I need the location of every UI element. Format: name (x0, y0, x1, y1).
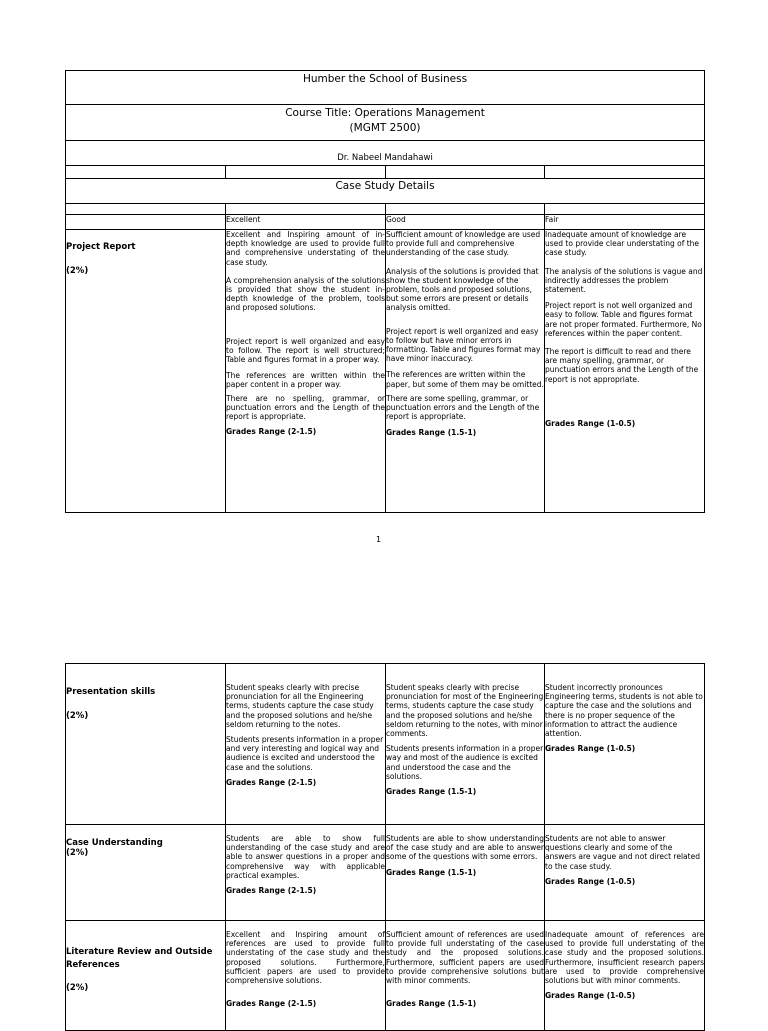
criterion-weight: (2%) (66, 266, 89, 276)
spacer-cell (545, 166, 705, 179)
fair-cell (545, 664, 705, 825)
spacer-cell (386, 166, 545, 179)
spacer-cell (226, 166, 386, 179)
rubric-row-presentation-skills (66, 664, 705, 825)
criterion-cell (66, 664, 226, 825)
fair-grade: Grades Range (1-0.5) (545, 991, 636, 1001)
fair-text: Students are not able to answer questions clearly and some of the answers are vague and not direct related to the case study. (545, 834, 700, 871)
good-text: Sufficient amount of references are used to provide full understating of the case study and the proposed solutions. Furthermore, sufficient papers are used to provide comprehensive solutions but with minor comments. (386, 930, 544, 986)
fair-text: Student incorrectly pronounces Engineering terms, students is not able to capture the case and the solutions and there is no proper sequence of the information to attract the audience attention. (545, 683, 703, 739)
spacer-cell (545, 204, 705, 215)
excellent-text: Students presents information in a proper and very interesting and logical way and audience is excited and understood the case and the solutions. (226, 735, 384, 772)
spacer-cell (386, 204, 545, 215)
fair-cell (545, 825, 705, 921)
good-cell (386, 825, 545, 921)
excellent-text: The references are written within the paper content in a proper way. (226, 371, 385, 390)
column-header-good: Good (386, 215, 545, 230)
excellent-grade: Grades Range (2-1.5) (226, 886, 317, 896)
good-text: Sufficient amount of knowledge are used to provide full and comprehensive understanding of the case study. (386, 230, 541, 258)
excellent-text: A comprehension analysis of the solutions is provided that show the student in-depth knowledge of the problem, tools and proposed solutions. (226, 275, 385, 313)
excellent-text: Students are able to show full understanding of the case study and are able to answer questions in a proper and comprehensive way with applicable practical examples. (226, 834, 385, 880)
good-grade: Grades Range (1.5-1) (386, 999, 477, 1009)
course-title-line1: Course Title: Operations Management (285, 107, 485, 119)
section-title: Case Study Details (66, 179, 705, 204)
fair-text: The report is difficult to read and there are many spelling, grammar, or punctuation errors and the Length of the report is not appropriate. (545, 347, 699, 384)
fair-cell (545, 921, 705, 1031)
page-number: 1 (376, 535, 382, 544)
fair-text: The analysis of the solutions is vague and indirectly addresses the problem statement. (545, 266, 703, 295)
school-title: Humber the School of Business (66, 71, 705, 105)
good-text: Project report is well organized and easy to follow but have minor errors in formatting. Table and figures format may have minor inaccuracy. (386, 326, 541, 364)
good-text: The references are written within the paper, but some of them may be omitted. (386, 370, 544, 389)
column-header-excellent: Excellent (226, 215, 386, 230)
fair-cell (545, 230, 705, 513)
criterion-label: Presentation skills (66, 687, 156, 697)
fair-text: Project report is not well organized and easy to follow. Table and figures format are not proper formated. Furthermore, No references within the paper content. (545, 301, 702, 338)
fair-grade: Grades Range (1-0.5) (545, 744, 636, 754)
excellent-cell (226, 230, 386, 513)
good-grade: Grades Range (1.5-1) (386, 428, 477, 438)
fair-text: Inadequate amount of knowledge are used to provide clear understating of the case study. (545, 230, 700, 258)
excellent-grade: Grades Range (2-1.5) (226, 777, 317, 787)
excellent-grade: Grades Range (2-1.5) (226, 999, 317, 1009)
criterion-weight: (2%) (66, 711, 89, 721)
excellent-text: Excellent and Inspiring amount of references are used to provide full understating of the case study and the proposed solutions. Furthermore, sufficient papers are used to provide comprehensive solutions. (226, 930, 385, 986)
excellent-text: Project report is well organized and easy to follow. The report is well structured; Table and figures format in a proper way. (226, 336, 385, 365)
good-text: There are some spelling, grammar, or punctuation errors and the Length of the report is appropriate. (386, 393, 540, 422)
excellent-text: There are no spelling, grammar, or punctuation errors and the Length of the report is appropriate. (226, 393, 385, 422)
criterion-weight: (2%) (66, 983, 89, 993)
fair-grade: Grades Range (1-0.5) (545, 876, 636, 886)
column-header-blank (66, 215, 226, 230)
excellent-cell (226, 825, 386, 921)
instructor-name: Dr. Nabeel Mandahawi (66, 141, 705, 166)
good-text: Analysis of the solutions is provided that show the student knowledge of the problem, tools and proposed solutions, but some errors are present or details analysis omitted. (386, 266, 539, 313)
rubric-table-page-2 (65, 663, 705, 1031)
fair-grade: Grades Range (1-0.5) (545, 418, 636, 428)
spacer-cell (226, 204, 386, 215)
rubric-row-project-report (66, 230, 705, 513)
good-cell (386, 230, 545, 513)
excellent-text: Excellent and Inspiring amount of in-depth knowledge are used to provide full and comprehensive understating of the case study. (226, 230, 385, 267)
rubric-row-case-understanding (66, 825, 705, 921)
spacer-cell (66, 204, 226, 215)
good-cell (386, 664, 545, 825)
good-grade: Grades Range (1.5-1) (386, 867, 477, 877)
good-text: Student speaks clearly with precise pronunciation for most of the Engineering terms, students capture the case study and the proposed solutions and he/she seldom returning to the notes, with minor comments. (386, 683, 544, 739)
good-text: Students presents information in a proper way and most of the audience is excited and understood the case and the solutions. (386, 744, 544, 781)
rubric-row-literature-review (66, 921, 705, 1031)
good-cell (386, 921, 545, 1031)
column-header-fair: Fair (545, 215, 705, 230)
fair-text: Inadequate amount of references are used to provide full understating of the case study and the proposed solutions. Furthermore, insufficient research papers are used to provide comprehensive solutions but with minor comments. (545, 930, 704, 986)
course-code: (MGMT 2500) (349, 122, 421, 134)
criterion-label: Literature Review and Outside References (66, 947, 213, 970)
rubric-table-page-1 (65, 70, 705, 513)
criterion-label: Case Understanding (66, 838, 163, 848)
criterion-cell (66, 825, 226, 921)
excellent-grade: Grades Range (2-1.5) (226, 427, 317, 437)
criterion-cell (66, 921, 226, 1031)
good-text: Students are able to show understanding of the case study and are able to answer some of the questions with some errors. (386, 834, 544, 862)
excellent-cell (226, 921, 386, 1031)
criterion-weight: (2%) (66, 848, 89, 858)
criterion-label: Project Report (66, 242, 136, 252)
excellent-cell (226, 664, 386, 825)
excellent-text: Student speaks clearly with precise pronunciation for all the Engineering terms, students capture the case study and the proposed solutions and he/she seldom returning to the notes. (226, 683, 374, 729)
course-title (66, 105, 705, 141)
spacer-cell (66, 166, 226, 179)
good-grade: Grades Range (1.5-1) (386, 787, 477, 797)
criterion-cell (66, 230, 226, 513)
